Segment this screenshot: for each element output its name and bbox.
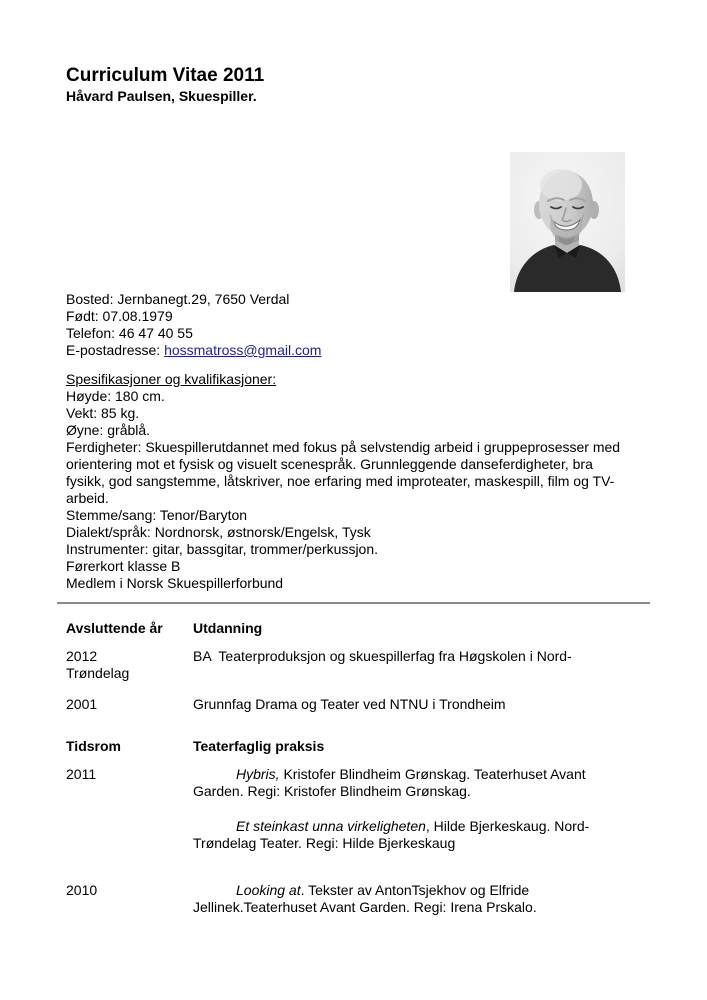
practice-entry-line1 xyxy=(236,818,589,835)
page-title: Curriculum Vitae 2011 xyxy=(66,65,265,86)
qualification-line-forerkort: Førerkort klasse B xyxy=(66,558,181,574)
portrait-photo xyxy=(510,152,625,292)
contact-block xyxy=(66,291,321,359)
production-credits: . Tekster av AntonTsjekhov og Elfride xyxy=(300,882,530,898)
practice-year: 2011 xyxy=(66,766,97,782)
practice-entry-line2: Jellinek.Teaterhuset Avant Garden. Regi: Irena Prskalo. xyxy=(193,899,537,915)
production-credits: Kristofer Blindheim Grønskag. Teaterhuset Avant xyxy=(279,766,586,782)
qualification-line-oyne: Øyne: gråblå. xyxy=(66,422,151,438)
contact-fodt: Født: 07.08.1979 xyxy=(66,308,173,324)
qualifications-heading: Spesifikasjoner og kvalifikasjoner: xyxy=(66,371,277,387)
production-title: Looking at xyxy=(236,882,301,898)
production-title: Et steinkast unna virkeligheten xyxy=(236,818,426,834)
contact-email-line xyxy=(66,342,321,359)
qualification-line-vekt: Vekt: 85 kg. xyxy=(66,405,140,421)
qualification-line-stemme: Stemme/sang: Tenor/Baryton xyxy=(66,507,248,523)
production-title: Hybris, xyxy=(236,766,280,782)
practice-entry-line2: Garden. Regi: Kristofer Blindheim Grønskag. xyxy=(193,783,471,799)
practice-entry-line1 xyxy=(236,766,586,783)
education-header-year: Avsluttende år xyxy=(66,620,163,636)
qualification-line-ferdigheter-2: orientering mot et fysisk og visuelt scenespråk. Grunnleggende danseferdigheter, bra xyxy=(66,456,593,472)
contact-bosted: Bosted: Jernbanegt.29, 7650 Verdal xyxy=(66,291,290,307)
portrait-photo-image xyxy=(510,152,625,292)
education-year: 2012 xyxy=(66,648,98,664)
header xyxy=(66,64,264,105)
qualification-line-medlem: Medlem i Norsk Skuespillerforbund xyxy=(66,575,284,591)
qualification-line-dialekt: Dialekt/språk: Nordnorsk, østnorsk/Engelsk, Tysk xyxy=(66,524,371,540)
practice-entry-line1 xyxy=(236,882,529,899)
education-header-title: Utdanning xyxy=(193,620,263,636)
page-subtitle: Håvard Paulsen, Skuespiller. xyxy=(66,88,257,104)
practice-year: 2010 xyxy=(66,882,98,898)
qualification-line-hoyde: Høyde: 180 cm. xyxy=(66,388,165,404)
qualification-line-ferdigheter-1: Ferdigheter: Skuespillerutdannet med fokus på selvstendig arbeid i gruppeprosesser med xyxy=(66,439,621,455)
practice-section xyxy=(66,738,650,938)
practice-header-title: Teaterfaglig praksis xyxy=(193,738,325,754)
email-label: E-postadresse: xyxy=(66,342,165,358)
practice-header-year: Tidsrom xyxy=(66,738,121,754)
education-section xyxy=(66,620,650,730)
practice-entry-line2: Trøndelag Teater. Regi: Hilde Bjerkeskaug xyxy=(193,835,456,851)
contact-telefon: Telefon: 46 47 40 55 xyxy=(66,325,193,341)
production-credits: , Hilde Bjerkeskaug. Nord- xyxy=(425,818,590,834)
education-text: BA Teaterproduksjon og skuespillerfag fra Høgskolen i Nord- xyxy=(193,648,572,664)
education-text-wrap: Trøndelag xyxy=(66,665,130,681)
email-link[interactable]: hossmatross@gmail.com xyxy=(164,342,322,358)
qualification-line-instrumenter: Instrumenter: gitar, bassgitar, trommer/perkussjon. xyxy=(66,541,379,557)
qualifications-block xyxy=(66,371,620,592)
section-divider xyxy=(57,602,650,604)
education-year: 2001 xyxy=(66,696,98,712)
qualification-line-ferdigheter-4: arbeid. xyxy=(66,490,109,506)
qualification-line-ferdigheter-3: fysikk, god sangstemme, låtskriver, noe erfaring med improteater, maskespill, film og TV- xyxy=(66,473,615,489)
education-text: Grunnfag Drama og Teater ved NTNU i Trondheim xyxy=(193,696,506,712)
